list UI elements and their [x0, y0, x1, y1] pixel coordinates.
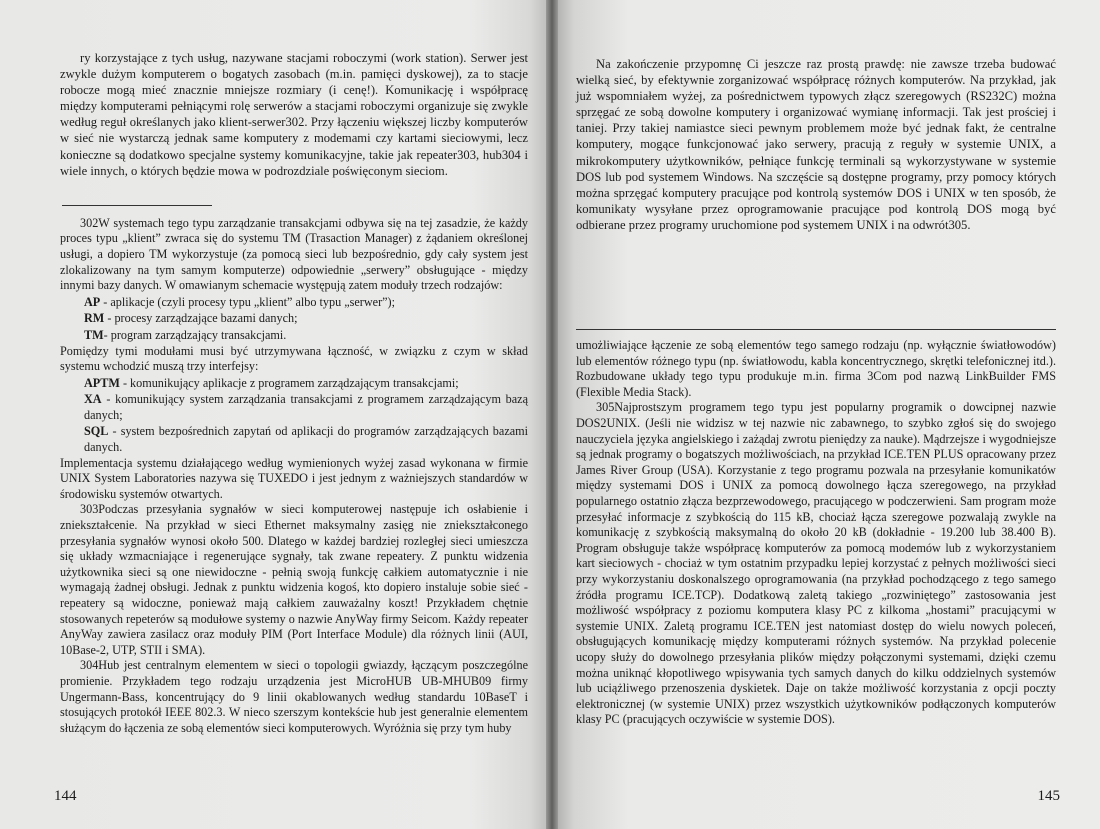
interface-aptm-text: - komunikujący aplikacje z programem zarządzającym transakcjami; [119, 375, 459, 390]
module-rm-text: - procesy zarządzające bazami danych; [104, 311, 298, 326]
module-ap [60, 295, 528, 311]
right-page [552, 0, 1100, 829]
interface-sql-text: - system bezpośrednich zapytań od aplikacji do programów zarządzających bazami danych. [84, 424, 528, 455]
interface-sql [60, 424, 528, 455]
right-main-text: Na zakończenie przypomnę Ci jeszcze raz prostą prawdę: nie zawsze trzeba budować wielką sieć, by efektywnie zorganizować współpracę różnych komputerów. Na przykład, jak już wspomniałem wyżej, za pośrednictwem typowych złącz szeregowych (RS232C) można sprzęgać ze sobą dowolne komputery i organizować wymianę informacji. Tak jest prościej i taniej. Przy takiej namiastce sieci pewnym problemem może być jednak fakt, że centralne komputery, mogące funkcjonować jako serwery, pracują z reguły w systemie UNIX, a mikrokomputery użytkowników, pełniące funkcję terminali są wykorzystywane w systemie DOS lub pod systemem Windows. Na szczęście są dostępne programy, przy pomocy których można sprzęgać komputery pracujące pod kontrolą systemów DOS i UNIX w ten sposób, że komunikaty wysyłane przez oprogramowanie pracujące pod kontrolą DOS mogą być odbierane przez programy uruchomione pod systemem UNIX i na odwrót305. [576, 57, 1056, 232]
interface-sql-label: SQL [84, 424, 109, 439]
module-tm-label: TM [84, 327, 104, 342]
footnote-302-intro: 302W systemach tego typu zarządzanie transakcjami odbywa się na tej zasadzie, że każdy proces typu „klient” zwraca się do systemu TM (Trasaction Manager) z żądaniem określonej usługi, a dopiero TM wykorzystuje (za pomocą sieci lub bezpośrednio, gdy cały system jest zlokalizowany na tym samym komputerze) odpowiednie „serwery” obsługujące - między innymi bazy danych. W omawianym schemacie występują zatem moduły trzech rodzajów: [60, 215, 528, 293]
module-rm [60, 311, 528, 327]
interface-xa-text: - komunikujący system zarządzania transakcjami z programem zarządzającym bazą danych; [84, 392, 528, 422]
footnote-302-mid: Pomiędzy tymi modułami musi być utrzymywana łączność, w związku z czym w skład systemu wchodzić muszą trzy interfejsy: [60, 343, 528, 374]
book-gutter [546, 0, 558, 829]
footnotes-left [60, 216, 528, 737]
footnote-302-end: Implementacja systemu działającego według wymienionych wyżej zasad wykonana w firmie UNIX System Laboratories nazywa się TUXEDO i jest jednym z ważniejszych standardów w środowisku systemów otwartych. [60, 455, 528, 501]
footnote-304: 304Hub jest centralnym elementem w sieci o topologii gwiazdy, łączącym poszczególne promienie. Przykładem tego rodzaju urządzenia jest MicroHUB UB-MHUB09 firmy Ungermann-Bass, koncentrujący do 9 linii okablowanych według standardu 10BaseT i stosujących protokół IEEE 802.3. W nieco szerszym kontekście hub jest generalnie elementem służącym do łączenia ze sobą elementów sieci komputerowych. Wyróżnia się przy tym huby [60, 658, 528, 735]
footnote-divider [62, 205, 212, 206]
module-tm [60, 328, 528, 344]
footnote-304-continued: umożliwiające łączenie ze sobą elementów tego samego rodzaju (np. wyłącznie światłowodów) lub elementów różnego typu (np. światłowodu, kabla koncentrycznego, skrętki telefonicznej itd.). Rozbudowane układy tego typu produkuje m.in. firma 3Com pod nazwą LinkBuilder FMS (Flexible Media Stack). [576, 338, 1056, 399]
interface-aptm-label: APTM [84, 375, 120, 390]
page-number-left: 144 [54, 788, 77, 804]
module-tm-text: - program zarządzający transakcjami. [103, 327, 287, 342]
module-rm-label: RM [84, 311, 105, 326]
footnotes-right [576, 338, 1056, 728]
footnote-divider-right [576, 329, 1056, 330]
interface-aptm [60, 376, 528, 392]
interface-xa [60, 392, 528, 423]
interface-xa-label: XA [84, 392, 102, 407]
page-number-right: 145 [1037, 788, 1060, 804]
module-ap-label: AP [84, 294, 101, 309]
footnote-303: 303Podczas przesyłania sygnałów w sieci komputerowej następuje ich osłabienie i zniekształcenie. Na przykład w sieci Ethernet maksymalny zasięg nie zniekształconego przesyłania sygnałów wynosi około 500. Dlatego w każdej bardziej rozległej sieci umieszcza się układy wzmacniające i regenerujące sygnały, tak zwane repeatery. Z punktu widzenia użytkownika sieci są one niewidoczne - pełnią swoją funkcję całkiem automatycznie i nie wymagają żadnej obsługi. Jednak z punktu widzenia kogoś, kto dopiero instaluje sobie sieć - repeatery są widoczne, ponieważ mają całkiem zauważalny koszt! Przykładem chętnie stosowanych repeterów są modułowe systemy o nazwie AnyWay firmy Seicom. Każdy repeater AnyWay zawiera zasilacz oraz moduły PIM (Port Interface Module) dla różnych linii (AUI, 10Base-2, UTP, STII i SMA). [60, 502, 528, 657]
left-main-text: ry korzystające z tych usług, nazywane stacjami roboczymi (work station). Serwer jest zwykle dużym komputerem o bogatych zasobach (m.in. pamięci dyskowej), za to stacje robocze mogą mieć znacznie mniejsze rozmiary (i cenę!). Komunikację i współpracę między komputerami pełniącymi rolę serwerów a stacjami roboczymi organizuje się zwykle według reguł określanych jako klient-serwer302. Przy łączeniu większej liczby komputerów w sieć nie wystarczą jednak same komputery z modemami czy kartami sieciowymi, lecz konieczne są dodatkowo specjalne systemy komunikacyjne, takie jak repeater303, hub304 i wiele innych, o których będzie mowa w podrozdziale poświęconym sieciom. [60, 51, 528, 178]
module-ap-text: - aplikacje (czyli procesy typu „klient” albo typu „serwer”); [100, 294, 395, 309]
footnote-305: 305Najprostszym programem tego typu jest popularny programik o dowcipnej nazwie DOS2UNIX. (Jeśli nie widzisz w tej nazwie nic zabawnego, to szybko zgłoś się do swojego nauczyciela języka angielskiego i zażądaj zwrotu pieniędzy za nauke). Mądrzejsze i wygodniejsze są jednak programy o bogatszych możliwościach, na przykład ICE.TEN PLUS opracowany przez James River Group (USA). Korzystanie z tego programu pozwala na przesyłanie komunikatów między systemami DOS i UNIX za pomocą dowolnego łącza szeregowego, na przykład popularnego ostatnio złącza bezprzewodowego, pracującego w podczerwieni. Sam program może przesyłać informacje z szybkością do 115 kB, chociaż łącza szeregowe pozwalają zwykle na komunikację z szybkością maksymalną do około 20 kB (dokładnie - 19.200 lub 38.400 B). Program obsługuje także współpracę komputerów za pomocą modemów lub z wykorzystaniem kart sieciowych - chociaż w tym ostatnim przypadku lepiej korzystać z pełnych możliwości sieci przy wykorzystaniu doskonalszego oprogramowania (na przykład pochodzącego z tego samego źródła programu ICE.TCP). Dodatkową zaletą takiego „rozwiniętego” zastosowania jest możliwość współpracy z poziomu komputera klasy PC z kilkoma „hostami” pracującymi w systemie UNIX. Zaletą programu ICE.TEN jest natomiast dostęp do wielu nowych poleceń, obsługujących komunikację między komputerami różnych systemów. Na przykład polecenie ucopy służy do dowolnego przesyłania plików między połączonymi systemami, dzięki czemu można uniknąć kłopotliwego wpisywania tych samych danych do kilku oddzielnych systemów lub uciążliwego przenoszenia dyskietek. Daje on także możliwość korzystania z opcji poczty elektronicznej (w systemie UNIX) przez wszystkich użytkowników podłączonych komputerów klasy PC (pracujących oczywiście w systemie DOS). [576, 400, 1056, 727]
